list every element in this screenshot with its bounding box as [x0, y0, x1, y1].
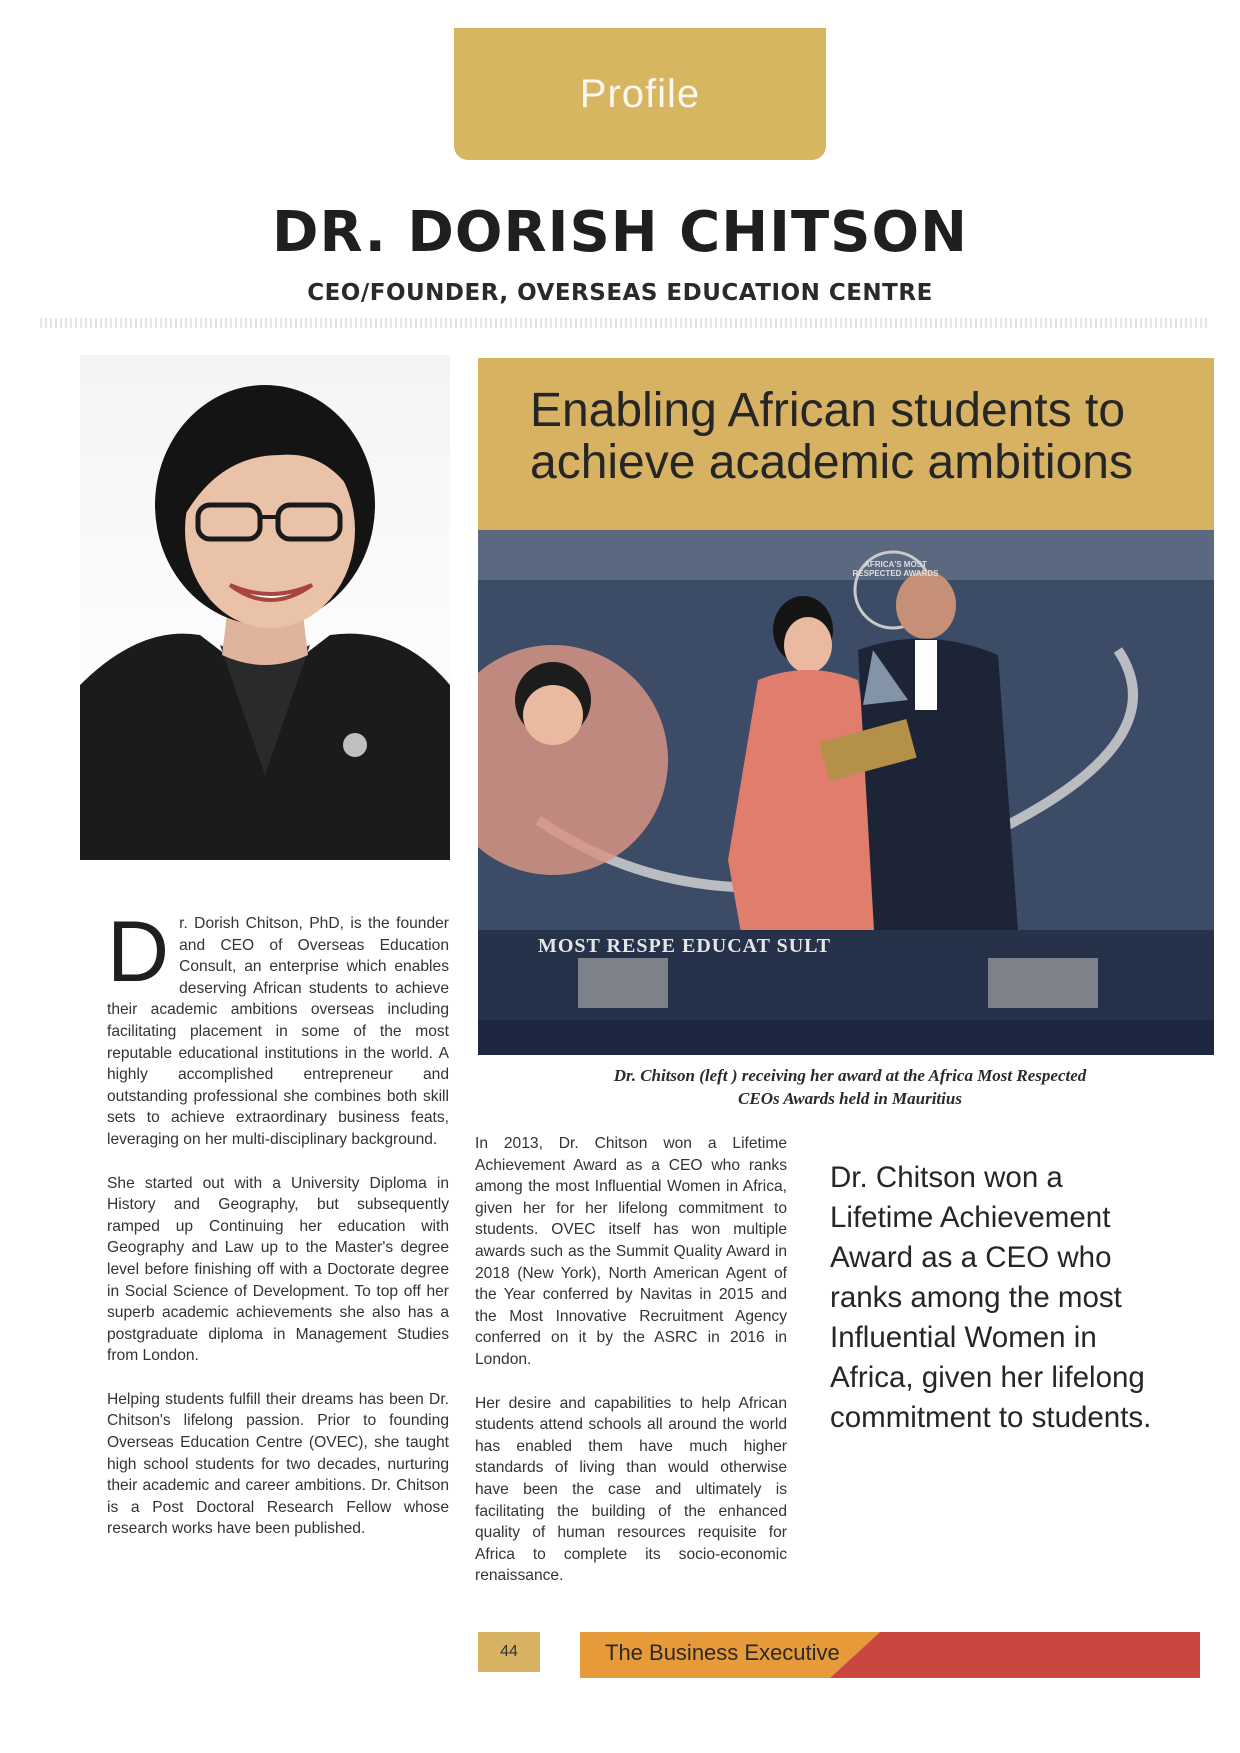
backdrop-logo-text: AFRICA'S MOST RESPECTED AWARDS [852, 560, 939, 578]
paragraph: r. Dorish Chitson, PhD, is the founder and CEO of Overseas Education Consult, an enterprise which enables deserving African students to achieve their academic ambitions overseas including facilitating placement in some of the most reputable educational institutions in the world. A highly accomplished entrepreneur and outstanding professional she combines both skill sets to achieve extraordinary business feats, leveraging on her multi-disciplinary background. [107, 915, 449, 1148]
headline-line-1: Enabling African students to [530, 384, 1126, 437]
headline [530, 385, 1200, 489]
divider [40, 318, 1210, 328]
portrait-illustration [80, 355, 450, 860]
article-column-1 [107, 904, 449, 1562]
drop-cap: D [107, 904, 170, 1000]
paragraph: She started out with a University Diploma in History and Geography, but subsequently ramped up Continuing her education with Geography and Law up to the Master's degree level before finishing off with a Doctorate degree in Social Science of Development. To top off her superb academic achievements she also has a postgraduate diploma in Management Studies from London. [107, 1174, 449, 1365]
award-photo [478, 530, 1214, 1055]
publication-name: The Business Executive [605, 1640, 840, 1665]
backdrop-text: MOST RESPE EDUCAT SULT [538, 935, 832, 957]
pull-quote: Dr. Chitson won a Lifetime Achievement Award as a CEO who ranks among the most Influential Women in Africa, given her lifelong commitment to students. [830, 1161, 1152, 1434]
section-tab-label: Profile [579, 71, 701, 116]
caption-line-2: CEOs Awards held in Mauritius [738, 1089, 962, 1108]
section-tab [454, 28, 826, 160]
photo-caption [520, 1064, 1180, 1110]
profile-name: DR. DORISH CHITSON [272, 200, 968, 265]
caption-line-1: Dr. Chitson (left ) receiving her award at the Africa Most Respected [613, 1066, 1087, 1085]
profile-subtitle: CEO/FOUNDER, OVERSEAS EDUCATION CENTRE [307, 280, 933, 306]
article-column-2 [475, 1133, 787, 1609]
paragraph: Helping students fulfill their dreams has been Dr. Chitson's lifelong passion. Prior to founding Overseas Education Centre (OVEC), she taught high school students for two decades, nurturing their academic and career ambitions. Dr. Chitson is a Post Doctoral Research Fellow whose research works have been published. [107, 1390, 449, 1538]
paragraph: In 2013, Dr. Chitson won a Lifetime Achievement Award as a CEO who ranks among the most Influential Women in Africa, given her for her lifelong commitment to students. OVEC itself has won multiple awards such as the Summit Quality Award in 2018 (New York), North American Agent of the Year conferred by Navitas in 2015 and the Most Innovative Recruitment Agency conferred on it by the ASRC in 2016 in London. [475, 1135, 787, 1368]
page-number: 44 [478, 1632, 540, 1672]
portrait-photo [80, 355, 450, 860]
paragraph: Her desire and capabilities to help African students attend schools all around the world has enabled them have much higher standards of living than would otherwise have been the case and ultimately is facilitating the building of the enhanced quality of human resources requisite for Africa to complete its socio-economic renaissance. [475, 1394, 787, 1585]
award-scene-illustration [478, 530, 1214, 1055]
headline-line-2: achieve academic ambitions [530, 436, 1133, 489]
